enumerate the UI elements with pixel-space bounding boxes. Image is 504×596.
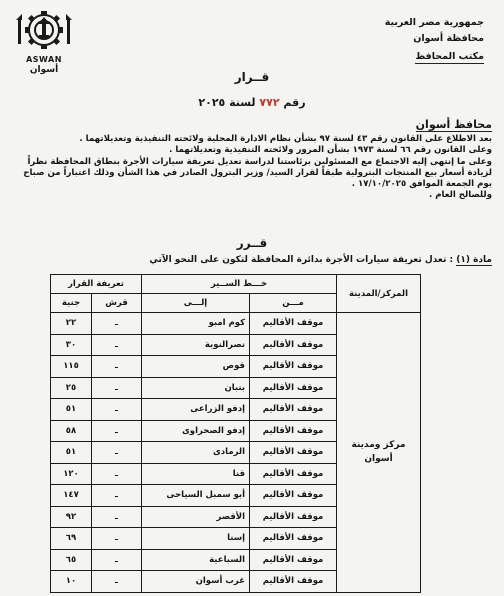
office-label: مكتب المحافظ [415, 51, 484, 62]
center-cell: مركز ومدينة أسوان [337, 313, 421, 593]
piasters-cell: ـ [92, 506, 142, 528]
tariff-table [50, 274, 421, 593]
pounds-cell: ٣٠ [51, 334, 92, 356]
pounds-cell: ٥١ [51, 442, 92, 464]
to-cell: إسنا [142, 528, 250, 550]
decree-title: قــرار [234, 70, 270, 84]
from-cell: موقف الأقاليم [250, 549, 337, 571]
to-cell: بنبان [142, 377, 250, 399]
country-name: جمهورية مصر العربية [384, 17, 484, 28]
piasters-cell: ـ [92, 377, 142, 399]
from-cell: موقف الأقاليم [250, 334, 337, 356]
from-cell: موقف الأقاليم [250, 356, 337, 378]
to-cell: قوص [142, 356, 250, 378]
to-cell: غرب أسوان [142, 571, 250, 593]
from-cell: موقف الأقاليم [250, 313, 337, 335]
pounds-cell: ٩٢ [51, 506, 92, 528]
decides-heading: قــرر [236, 236, 268, 250]
piasters-cell: ـ [92, 549, 142, 571]
article-one [10, 255, 492, 265]
pounds-cell: ٦٥ [51, 549, 92, 571]
to-cell: إدفو الزراعى [142, 399, 250, 421]
from-cell: موقف الأقاليم [250, 377, 337, 399]
pounds-cell: ٥١ [51, 399, 92, 421]
to-cell: قنا [142, 463, 250, 485]
piasters-cell: ـ [92, 420, 142, 442]
piasters-cell: ـ [92, 528, 142, 550]
decree-number-line [0, 96, 504, 109]
piasters-cell: ـ [92, 442, 142, 464]
governorate-name: محافظة أسوان [413, 33, 484, 44]
from-cell: موقف الأقاليم [250, 420, 337, 442]
tariff-rows [51, 313, 421, 593]
from-cell: موقف الأقاليم [250, 528, 337, 550]
pounds-cell: ٥٨ [51, 420, 92, 442]
to-cell: إدفو الصحراوى [142, 420, 250, 442]
gear-emblem-icon [14, 6, 74, 56]
preamble-line: وللصالح العام . [429, 190, 492, 201]
pounds-cell: ٦٩ [51, 528, 92, 550]
header-tariff: تعريفة القرار [51, 275, 142, 294]
preamble-line: وعلى القانون رقم ٦٦ لسنة ١٩٧٣ بشأن المرور ولائحته التنفيذية وتعديلاتهما . [169, 145, 492, 156]
pounds-cell: ١٠ [51, 571, 92, 593]
governorate-logo [14, 6, 74, 74]
table-row [51, 313, 421, 335]
header-piasters: قرش [92, 294, 142, 313]
pounds-cell: ١٤٧ [51, 485, 92, 507]
from-cell: موقف الأقاليم [250, 399, 337, 421]
to-cell: كوم امبو [142, 313, 250, 335]
header-pounds: جنية [51, 294, 92, 313]
from-cell: موقف الأقاليم [250, 442, 337, 464]
article-label: مادة (١) [456, 255, 492, 265]
to-cell: السباعية [142, 549, 250, 571]
decree-number-suffix: لسنة ٢٠٢٥ [198, 96, 256, 109]
from-cell: موقف الأقاليم [250, 485, 337, 507]
preamble-line: وعلى ما إنتهى إليه الاجتماع مع المسئولين برئاستنا لدراسة تعديل تعريفة سيارات الأجرة بنطاق المحافظة نظراً لزيادة أسعار بيع المنتجات البترولية طبقاً لقرار السيد/ وزير البترول الصادر في هذا الشأن وذلك اعتباراً من صباح يوم الجمعة الموافق ١٧/١٠/٢٠٢٥ . [23, 156, 492, 190]
decree-number: ٧٧٢ [259, 96, 280, 109]
header-from: مـــن [250, 294, 337, 313]
pounds-cell: ١٢٠ [51, 463, 92, 485]
header-center: المركز/المدينة [337, 275, 421, 313]
to-cell: الأقصر [142, 506, 250, 528]
to-cell: أبو سمبل السياحى [142, 485, 250, 507]
pounds-cell: ٢٢ [51, 313, 92, 335]
from-cell: موقف الأقاليم [250, 506, 337, 528]
piasters-cell: ـ [92, 313, 142, 335]
governor-title: محافظ أسوان [415, 118, 492, 131]
decree-number-prefix: رقم [283, 96, 306, 109]
to-cell: نصرالنوبة [142, 334, 250, 356]
preamble-line: بعد الاطلاع على القانون رقم ٤٣ لسنة ٩٧ بشأن نظام الادارة المحلية ولائحته التنفيذية وتعديلاتهما . [79, 134, 492, 144]
pounds-cell: ٢٥ [51, 377, 92, 399]
article-text: : تعدل تعريفة سيارات الأجرة بدائرة المحافظة لتكون على النحو الآتي [149, 255, 454, 265]
piasters-cell: ـ [92, 485, 142, 507]
from-cell: موقف الأقاليم [250, 463, 337, 485]
piasters-cell: ـ [92, 334, 142, 356]
piasters-cell: ـ [92, 399, 142, 421]
piasters-cell: ـ [92, 463, 142, 485]
logo-wordmark-ar: أسوان [29, 65, 59, 75]
office-name [415, 51, 484, 62]
from-cell: موقف الأقاليم [250, 571, 337, 593]
header-to: إلـــى [142, 294, 250, 313]
logo-wordmark-en: ASWAN [26, 55, 62, 64]
to-cell: الرمادى [142, 442, 250, 464]
preamble [10, 134, 492, 202]
pounds-cell: ١١٥ [51, 356, 92, 378]
piasters-cell: ـ [92, 571, 142, 593]
header-route: خـــط الســير [142, 275, 337, 294]
piasters-cell: ـ [92, 356, 142, 378]
